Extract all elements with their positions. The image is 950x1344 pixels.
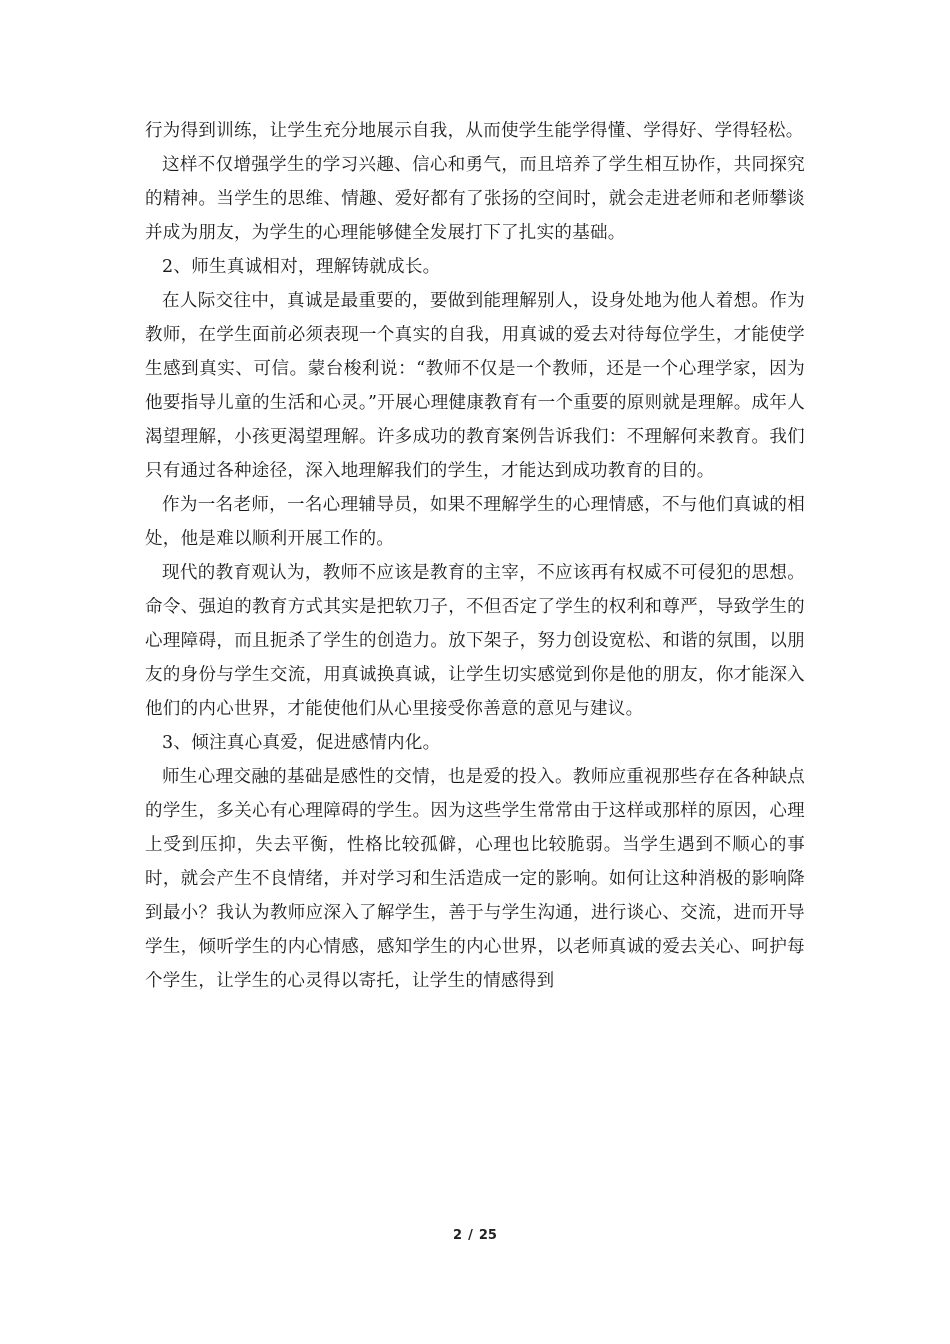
paragraph-1: 行为得到训练，让学生充分地展示自我，从而使学生能学得懂、学得好、学得轻松。 (145, 121, 804, 141)
paragraph-2: 这样不仅增强学生的学习兴趣、信心和勇气，而且培养了学生相互协作，共同探究的精神。当学生的思维、情趣、爱好都有了张扬的空间时，就会走进老师和老师攀谈并成为朋友，为学生的心理能够健全发展打下了扎实的基础。 (145, 155, 805, 243)
paragraph-6: 师生心理交融的基础是感性的交情，也是爱的投入。教师应重视那些存在各种缺点的学生，多关心有心理障碍的学生。因为这些学生常常由于这样或那样的原因，心理上受到压抑，失去平衡，性格比较孤僻，心理也比较脆弱。当学生遇到不顺心的事时，就会产生不良情绪，并对学习和生活造成一定的影响。如何让这种消极的影响降到最小？我认为教师应深入了解学生，善于与学生沟通，进行谈心、交流，进而开导学生，倾听学生的内心情感，感知学生的内心世界，以老师真诚的爱去关心、呵护每个学生，让学生的心灵得以寄托，让学生的情感得到 (145, 767, 805, 991)
page-separator: / (468, 1228, 473, 1243)
paragraph-5: 现代的教育观认为，教师不应该是教育的主宰，不应该再有权威不可侵犯的思想。命令、强迫的教育方式其实是把软刀子，不但否定了学生的权利和尊严，导致学生的心理障碍，而且扼杀了学生的创造力。放下架子，努力创设宽松、和谐的氛围，以朋友的身份与学生交流，用真诚换真诚，让学生切实感觉到你是他的朋友，你才能深入他们的内心世界，才能使他们从心里接受你善意的意见与建议。 (145, 563, 805, 719)
page-number (0, 1228, 950, 1243)
section-heading-2: 2、师生真诚相对，理解铸就成长。 (162, 257, 441, 277)
paragraph-4: 作为一名老师，一名心理辅导员，如果不理解学生的心理情感，不与他们真诚的相处，他是难以顺利开展工作的。 (145, 495, 805, 549)
current-page-number: 2 (453, 1228, 463, 1243)
section-heading-3: 3、倾注真心真爱，促进感情内化。 (162, 733, 441, 753)
total-pages: 25 (478, 1228, 497, 1243)
paragraph-3: 在人际交往中，真诚是最重要的，要做到能理解别人，设身处地为他人着想。作为教师，在学生面前必须表现一个真实的自我，用真诚的爱去对待每位学生，才能使学生感到真实、可信。蒙台梭利说：“教师不仅是一个教师，还是一个心理学家，因为他要指导儿童的生活和心灵。”开展心理健康教育有一个重要的原则就是理解。成年人渴望理解，小孩更渴望理解。许多成功的教育案例告诉我们：不理解何来教育。我们只有通过各种途径，深入地理解我们的学生，才能达到成功教育的目的。 (145, 291, 805, 481)
body-text (145, 114, 805, 998)
